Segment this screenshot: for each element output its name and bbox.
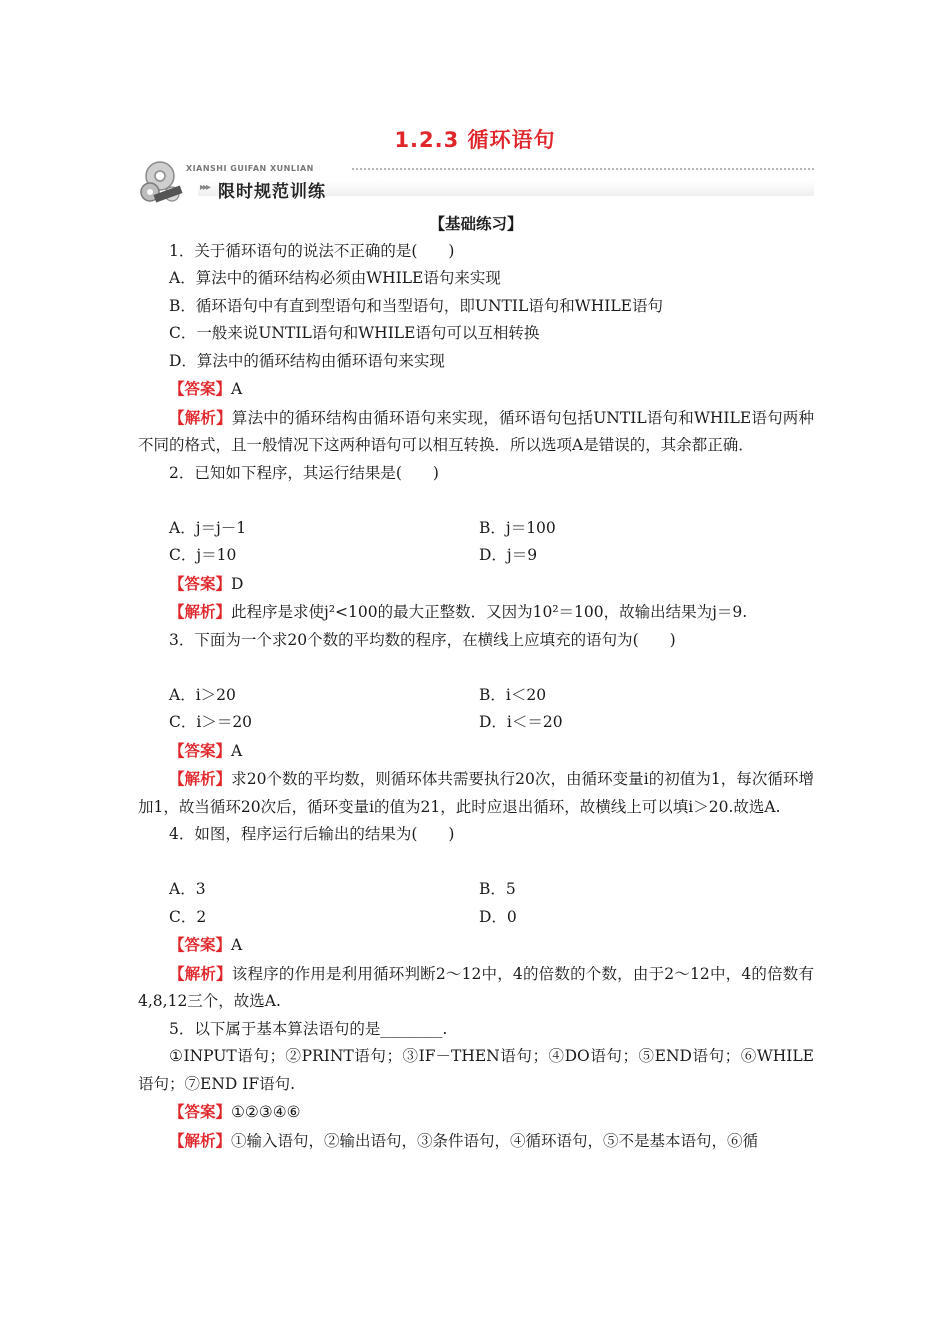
analysis-tag: 【解析】 (169, 407, 232, 427)
analysis-text: ①输入语句，②输出语句，③条件语句，④循环语句，⑤不是基本语句，⑥循 (231, 1131, 759, 1150)
banner-label: 限时规范训练 (218, 182, 326, 202)
answer-tag: 【答案】 (169, 935, 232, 954)
answer-value: A (231, 936, 243, 954)
analysis-text: 算法中的循环结构由循环语句来实现，循环语句包括UNTIL语句和WHILE语句两种不同的格式，且一般情况下这两种语句可以相互转换．所以选项A是错误的，其余都正确． (138, 408, 814, 454)
answer-tag: 【答案】 (169, 379, 232, 398)
question-3-stem: 3．下面为一个求20个数的平均数的程序，在横线上应填充的语句为( ) (169, 630, 676, 649)
question-4-stem: 4．如图，程序运行后输出的结果为( ) (169, 825, 455, 843)
question-4-option-d: D．0 (479, 907, 517, 926)
question-2-answer (138, 570, 814, 599)
question-3-answer (138, 737, 814, 766)
question-4-options-row-1 (138, 876, 814, 904)
question-1-stem: 1．关于循环语句的说法不正确的是( ) (169, 241, 455, 260)
analysis-text: 求20个数的平均数，则循环体共需要执行20次，由循环变量i的初值为1，每次循环增加1，故当循环20次后，循环变量i的值为21，此时应退出循环，故横线上可以填i＞20.故选A. (138, 770, 814, 816)
answer-value: D (231, 574, 244, 593)
program-figure-placeholder (138, 849, 814, 877)
answer-tag: 【答案】 (169, 1102, 232, 1121)
question-2-option-c: C．j＝10 (169, 546, 237, 564)
section-banner (138, 158, 814, 206)
question-5-answer (138, 1098, 814, 1127)
exercise-content (138, 210, 814, 1155)
question-1-answer (138, 375, 814, 404)
analysis-tag: 【解析】 (169, 602, 232, 621)
question-5-items: ①INPUT语句；②PRINT语句；③IF－THEN语句；④DO语句；⑤END语句；⑥WHILE语句；⑦END IF语句. (138, 1047, 814, 1093)
question-3-option-c: C．i＞＝20 (169, 713, 253, 731)
analysis-tag: 【解析】 (169, 963, 232, 983)
answer-tag: 【答案】 (169, 573, 232, 593)
question-3-analysis (138, 765, 814, 821)
question-5-stem: 5．以下属于基本算法语句的是________. (169, 1019, 448, 1038)
question-4-option-a: A．3 (169, 880, 206, 898)
question-3-option-b: B．i＜20 (479, 685, 547, 704)
program-figure-placeholder (138, 487, 814, 515)
question-2-option-d: D．j＝9 (479, 546, 538, 564)
question-3-options-row-1 (138, 682, 814, 710)
analysis-text: 该程序的作用是利用循环判断2～12中，4的倍数的个数，由于2～12中，4的倍数有4,8,12三个，故选A. (138, 964, 814, 1010)
question-2-option-b: B．j＝100 (479, 518, 556, 537)
question-1-option-b: B．循环语句中有直到型语句和当型语句，即UNTIL语句和WHILE语句 (169, 296, 663, 315)
question-4-options-row-2 (138, 904, 814, 932)
page-title: 1.2.3 循环语句 (394, 128, 556, 152)
question-1-option-d: D．算法中的循环结构由循环语句来实现 (169, 351, 445, 370)
question-1-analysis (138, 404, 814, 460)
answer-value: ①②③④⑥ (231, 1103, 301, 1121)
analysis-tag: 【解析】 (169, 1130, 232, 1150)
answer-value: A (231, 741, 243, 760)
answer-tag: 【答案】 (169, 740, 232, 760)
question-2-stem: 2．已知如下程序，其运行结果是( ) (169, 463, 439, 482)
question-4-answer (138, 931, 814, 960)
question-4-option-b: B．5 (479, 880, 516, 898)
banner-subtitle: XIANSHI GUIFAN XUNLIAN (186, 164, 314, 173)
analysis-text: 此程序是求使j²<100的最大正整数．又因为10²＝100，故输出结果为j＝9. (231, 603, 748, 621)
question-4-option-c: C．2 (169, 907, 207, 926)
section-heading: 【基础练习】 (429, 214, 523, 233)
question-2-option-a: A．j＝j－1 (169, 518, 247, 537)
arrow-icon: ▸▸▸ (200, 182, 210, 193)
question-4-analysis (138, 960, 814, 1016)
question-5-analysis (138, 1127, 814, 1156)
answer-value: A (231, 380, 243, 398)
program-figure-placeholder (138, 654, 814, 682)
analysis-tag: 【解析】 (169, 769, 232, 788)
question-2-analysis (138, 598, 814, 627)
question-3-option-a: A．i＞20 (169, 685, 236, 704)
question-3-option-d: D．i＜＝20 (479, 713, 563, 731)
question-1-option-a: A．算法中的循环结构必须由WHILE语句来实现 (169, 269, 501, 287)
question-3-options-row-2 (138, 709, 814, 737)
banner-divider (352, 168, 814, 170)
question-2-options-row-1 (138, 515, 814, 543)
question-2-options-row-2 (138, 542, 814, 570)
question-1-option-c: C．一般来说UNTIL语句和WHILE语句可以互相转换 (169, 324, 540, 342)
